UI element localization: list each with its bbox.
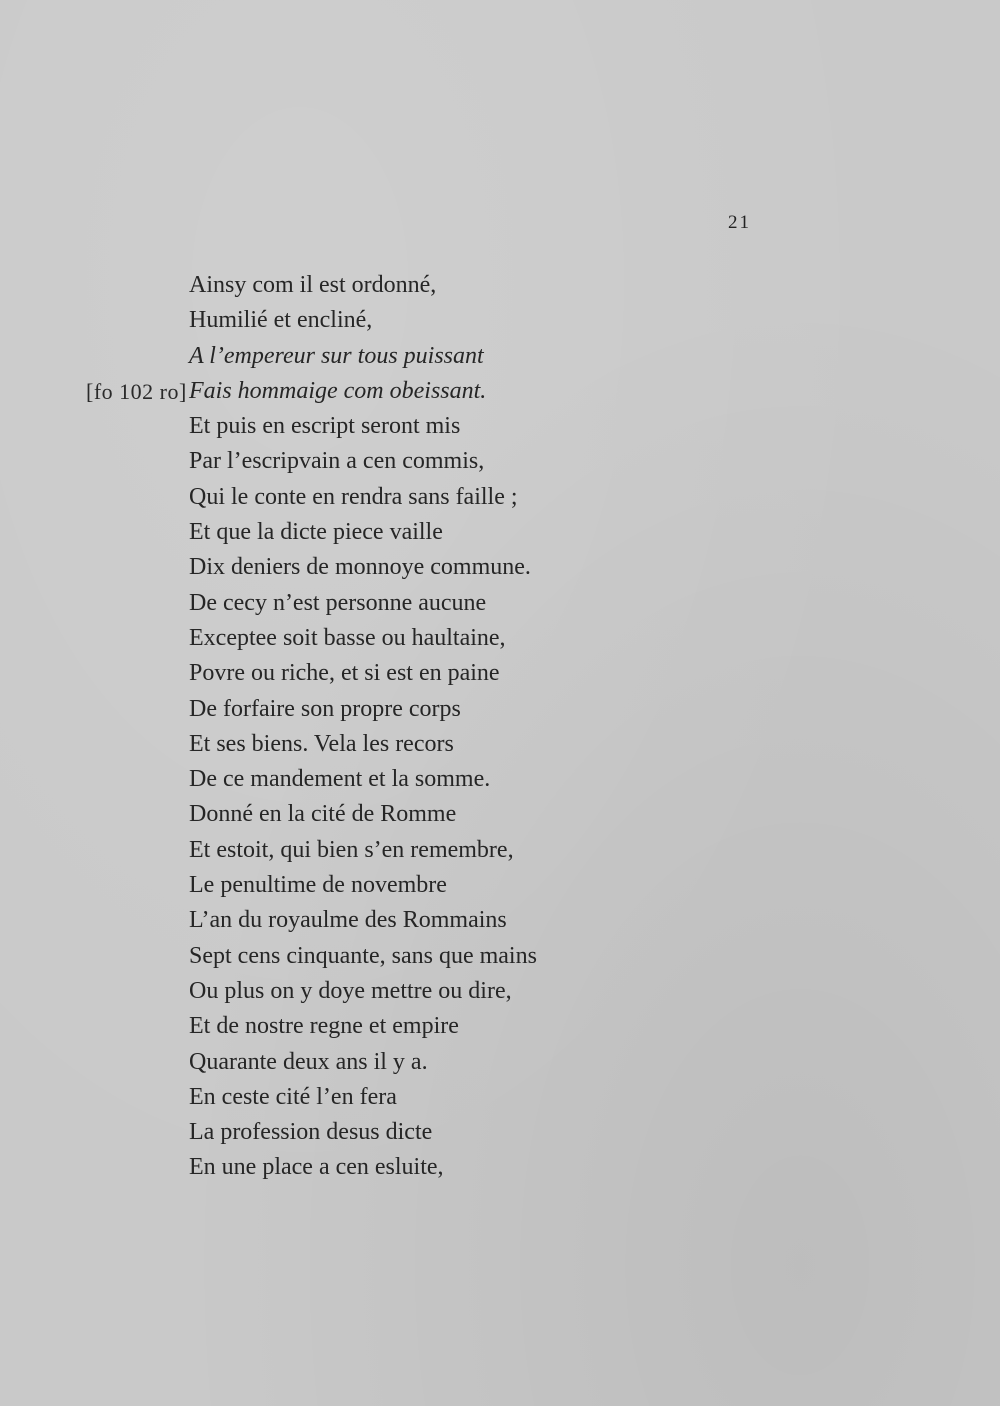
folio-note: [fo 102 ro]: [86, 378, 187, 404]
verse-line: [189, 727, 709, 762]
verse-line-text: Par l’escripvain a cen commis,: [189, 448, 485, 475]
verse-line-text: Et que la dicte piece vaille: [189, 519, 443, 546]
verse-line-text: Fais hommaige com obeissant.: [189, 377, 487, 404]
verse-line-text: En ceste cité l’en fera: [189, 1083, 397, 1110]
verse-line-text: Exceptee soit basse ou haultaine,: [189, 624, 506, 651]
verse-line-text: De ce mandement et la somme.: [189, 766, 491, 793]
verse-line-text: L’an du royaulme des Rommains: [189, 907, 507, 934]
verse-line: [189, 303, 709, 338]
verse-line: [189, 1045, 709, 1080]
verse-line-text: Et puis en escript seront mis: [189, 413, 461, 440]
verse-line: [189, 480, 709, 515]
page-number: 21: [728, 212, 751, 233]
verse-line: [189, 586, 709, 621]
verse-line-text: Humilié et encliné,: [189, 307, 373, 334]
verse-line: [189, 339, 709, 374]
verse-line-text: Le penultime de novembre: [189, 872, 447, 899]
verse-line: [189, 444, 709, 479]
verse-line-text: Et estoit, qui bien s’en remembre,: [189, 836, 514, 863]
verse-line-text: La profession desus dicte: [189, 1119, 433, 1146]
verse-line-text: Dix deniers de monnoye commune.: [189, 554, 531, 581]
verse-line: [189, 515, 709, 550]
verse-line: [189, 409, 709, 444]
verse-line-text: Et ses biens. Vela les recors: [189, 730, 454, 757]
verse-line: [189, 656, 709, 691]
verse-line-text: De cecy n’est personne aucune: [189, 589, 487, 616]
verse-line: [189, 1115, 709, 1150]
verse-line-text: Sept cens cinquante, sans que mains: [189, 942, 537, 969]
verse-line: [189, 868, 709, 903]
verse-line-text: Ainsy com il est ordonné,: [189, 272, 437, 298]
verse-line: [189, 1009, 709, 1044]
verse-line: [189, 550, 709, 585]
verse-line-text: Povre ou riche, et si est en paine: [189, 660, 500, 687]
verse-line: [189, 939, 709, 974]
verse-line: [189, 762, 709, 797]
verse-line: [189, 974, 709, 1009]
verse-line-text: Qui le conte en rendra sans faille ;: [189, 483, 518, 510]
verse-line-text: Ou plus on y doye mettre ou dire,: [189, 977, 512, 1004]
verse-line: [189, 621, 709, 656]
verse-line: [189, 1150, 709, 1185]
verse-line: [189, 692, 709, 727]
verse-line-text: De forfaire son propre corps: [189, 695, 461, 722]
verse-line-text: En une place a cen esluite,: [189, 1154, 444, 1181]
verse-line: [189, 833, 709, 868]
verse-line-text: A l’empereur sur tous puissant: [189, 342, 484, 369]
verse-line: [86, 374, 709, 409]
verse-line: [189, 797, 709, 832]
verse-line-text: Et de nostre regne et empire: [189, 1013, 459, 1040]
verse-line-text: Donné en la cité de Romme: [189, 801, 457, 828]
verse-line: [189, 1080, 709, 1115]
verse-line: [189, 903, 709, 938]
verse-line: [189, 268, 709, 303]
verse-block: [86, 268, 709, 1186]
verse-line-text: Quarante deux ans il y a.: [189, 1048, 428, 1075]
